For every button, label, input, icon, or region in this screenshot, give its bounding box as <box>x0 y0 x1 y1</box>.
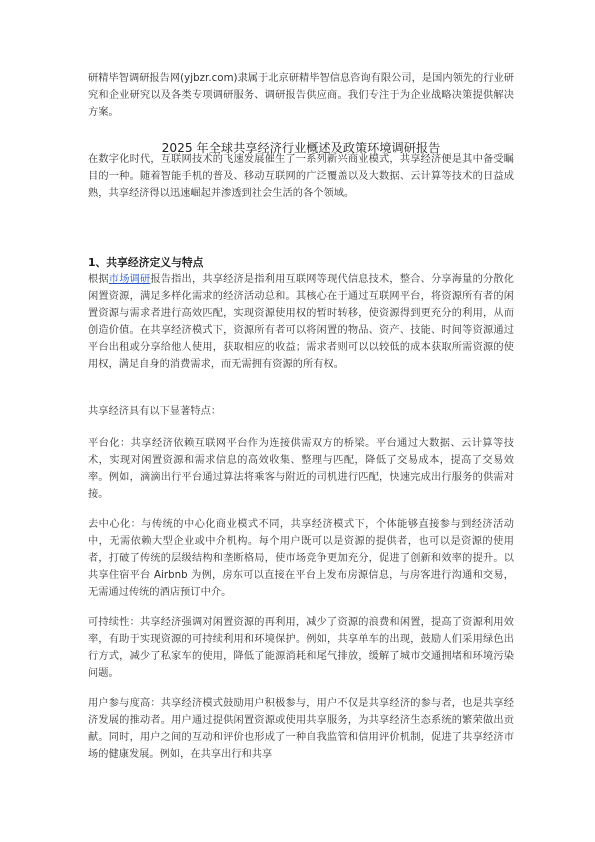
paragraph-2-rest: 报告指出，共享经济是指利用互联网等现代信息技术，整合、分享海量的分散化闲置资源，满足多样化需求的经济活动总和。其核心在于通过互联网平台，将资源所有者的闲置资源与需求者进行高效匹配，实现资源使用权的暂时转移，使资源得到更充分的利用，从而创造价值。在共享经济模式下，资源所有者可以将闲置的物品、资产、技能、时间等资源通过平台出租或分享给他人使用，获取相应的收益；需求者则可以以较低的成本获取所需资源的使用权，满足自身的消费需求，而无需拥有资源的所有权。 <box>88 274 514 370</box>
paragraph-2-prefix: 根据 <box>88 274 109 285</box>
paragraph-2 <box>88 271 514 373</box>
report-title: 2025 年全球共享经济行业概述及政策环境调研报告 <box>161 141 441 155</box>
paragraph-1: 在数字化时代，互联网技术的飞速发展催生了一系列新兴商业模式，共享经济便是其中备受瞩目的一种。随着智能手机的普及、移动互联网的广泛覆盖以及大数据、云计算等技术的日益成熟，共享经济得以迅速崛起并渗透到社会生活的各个领域。 <box>88 154 514 199</box>
intro-paragraph: 研精毕智调研报告网(yjbzr.com)隶属于北京研精毕智信息咨询有限公司，是国内领先的行业研究和企业研究以及各类专项调研服务、调研报告供应商。我们专注于为企业战略决策提供解决方案。 <box>88 73 514 118</box>
section-heading: 1、共享经济定义与特点 <box>88 256 204 269</box>
paragraph-4: 平台化：共享经济依赖互联网平台作为连接供需双方的桥梁。平台通过大数据、云计算等技术，实现对闲置资源和需求信息的高效收集、整理与匹配，降低了交易成本，提高了交易效率。例如，滴滴出行平台通过算法将乘客与附近的司机进行匹配，快速完成出行服务的供需对接。 <box>88 438 514 500</box>
paragraph-5: 去中心化：与传统的中心化商业模式不同，共享经济模式下，个体能够直接参与到经济活动中，无需依赖大型企业或中介机构。每个用户既可以是资源的提供者，也可以是资源的使用者，打破了传统的层级结构和垄断格局，使市场竞争更加充分，促进了创新和效率的提升。以共享住宿平台 Airbnb 为例，房东可以直接在平台上发布房源信息，与房客进行沟通和交易，无需通过传统的酒店预订中介。 <box>88 519 514 598</box>
paragraph-6: 可持续性：共享经济强调对闲置资源的再利用，减少了资源的浪费和闲置，提高了资源利用效率，有助于实现资源的可持续利用和环境保护。例如，共享单车的出现，鼓励人们采用绿色出行方式，减少了私家车的使用，降低了能源消耗和尾气排放，缓解了城市交通拥堵和环境污染问题。 <box>88 617 514 679</box>
market-research-link[interactable]: 市场调研 <box>108 274 151 285</box>
paragraph-7: 用户参与度高：共享经济模式鼓励用户积极参与，用户不仅是共享经济的参与者，也是共享经济发展的推动者。用户通过提供闲置资源或使用共享服务，为共享经济生态系统的繁荣做出贡献。同时，用户之间的互动和评价也形成了一种自我监管和信用评价机制，促进了共享经济市场的健康发展。例如，在共享出行和共享 <box>88 698 514 760</box>
paragraph-3: 共享经济具有以下显著特点： <box>88 406 222 417</box>
